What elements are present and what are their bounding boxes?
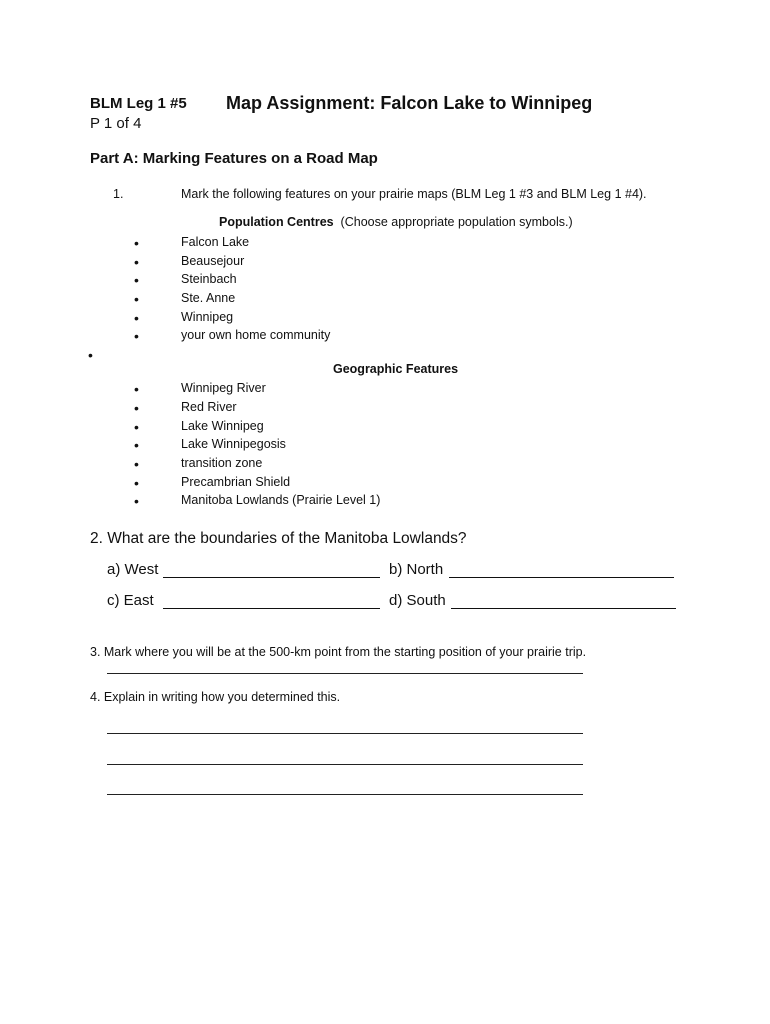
bullet-icon: • bbox=[134, 235, 139, 251]
list-item: • Ste. Anne bbox=[134, 291, 236, 307]
bullet-icon: • bbox=[134, 474, 139, 491]
bullet-icon: • bbox=[134, 381, 139, 397]
bullet-icon: • bbox=[134, 309, 139, 326]
south-answer-line[interactable] bbox=[451, 608, 676, 609]
question-4-text: 4. Explain in writing how you determined this. bbox=[90, 690, 341, 704]
west-answer-line[interactable] bbox=[163, 577, 380, 578]
population-note: (Choose appropriate population symbols.) bbox=[340, 215, 573, 229]
population-heading: Population Centres bbox=[219, 215, 334, 229]
stray-bullet: • bbox=[88, 347, 93, 363]
bullet-icon: • bbox=[134, 291, 139, 307]
west-label: a) West bbox=[107, 561, 159, 578]
list-item: • Precambrian Shield bbox=[134, 474, 291, 491]
question-4-answer-line[interactable] bbox=[107, 794, 583, 795]
bullet-icon: • bbox=[134, 328, 139, 344]
bullet-icon: • bbox=[134, 418, 139, 435]
question-2-text: 2. What are the boundaries of the Manitoba Lowlands? bbox=[90, 530, 467, 547]
north-label: b) North bbox=[389, 561, 444, 578]
geographic-heading: Geographic Features bbox=[333, 362, 459, 376]
list-item: • Beausejour bbox=[134, 253, 245, 270]
east-label: c) East bbox=[107, 592, 154, 609]
worksheet-title: Map Assignment: Falcon Lake to Winnipeg bbox=[226, 93, 593, 113]
bullet-icon: • bbox=[134, 272, 139, 288]
south-label: d) South bbox=[389, 592, 446, 609]
list-item: • Winnipeg River bbox=[134, 381, 266, 397]
list-item: • transition zone bbox=[134, 456, 263, 472]
question-4-answer-line[interactable] bbox=[107, 764, 583, 765]
bullet-icon: • bbox=[134, 253, 139, 270]
list-item: • Steinbach bbox=[134, 272, 237, 288]
worksheet-code: BLM Leg 1 #5 bbox=[90, 95, 187, 112]
bullet-icon: • bbox=[134, 456, 139, 472]
list-item: • Red River bbox=[134, 400, 237, 416]
bullet-icon: • bbox=[134, 437, 139, 453]
list-item: • your own home community bbox=[134, 328, 331, 344]
question-3-answer-line[interactable] bbox=[107, 673, 583, 674]
question-3-text: 3. Mark where you will be at the 500-km point from the starting position of your prairie trip. bbox=[90, 645, 587, 659]
list-item: • Falcon Lake bbox=[134, 235, 250, 251]
list-item: • Lake Winnipegosis bbox=[134, 437, 286, 453]
bullet-icon: • bbox=[134, 400, 139, 416]
list-item: • Manitoba Lowlands (Prairie Level 1) bbox=[134, 493, 381, 509]
question-1-text: Mark the following features on your prairie maps (BLM Leg 1 #3 and BLM Leg 1 #4). bbox=[181, 187, 647, 201]
page-number: P 1 of 4 bbox=[90, 115, 142, 132]
question-4-answer-line[interactable] bbox=[107, 733, 583, 734]
question-1-number: 1. bbox=[113, 187, 124, 201]
population-heading-row bbox=[219, 215, 573, 229]
list-item: • Lake Winnipeg bbox=[134, 418, 264, 435]
east-answer-line[interactable] bbox=[163, 608, 380, 609]
north-answer-line[interactable] bbox=[449, 577, 674, 578]
part-a-heading: Part A: Marking Features on a Road Map bbox=[90, 150, 378, 167]
bullet-icon: • bbox=[134, 493, 139, 509]
list-item: • Winnipeg bbox=[134, 309, 234, 326]
